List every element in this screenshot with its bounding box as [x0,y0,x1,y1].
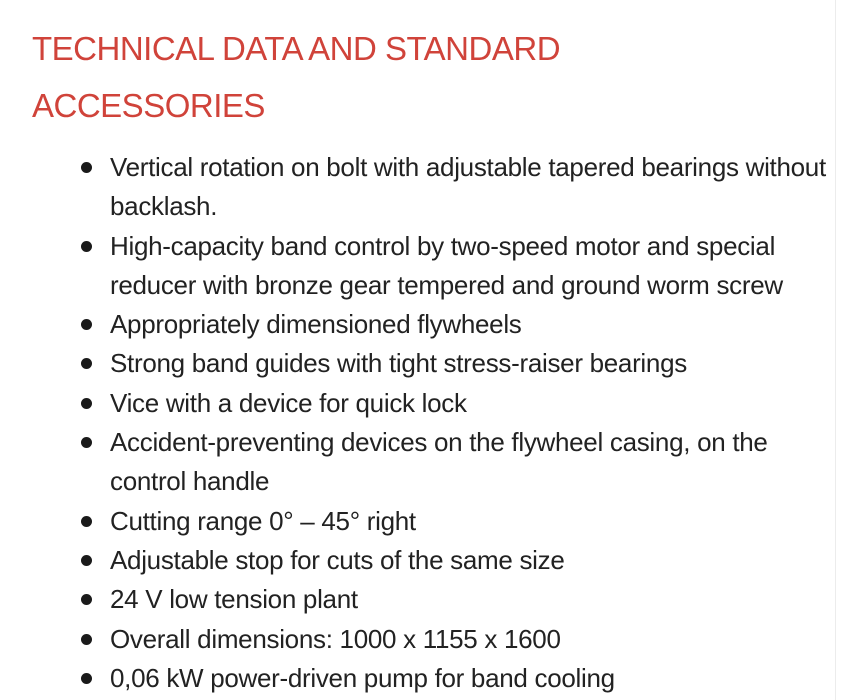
list-item [0,423,836,502]
list-item [0,541,836,580]
list-item-text: Vertical rotation on bolt with adjustable tapered bearings without backlash. [110,152,826,222]
list-item [0,344,836,383]
bullet-icon [81,398,92,409]
list-item-text: Adjustable stop for cuts of the same size [110,544,565,575]
list-item-text: Strong band guides with tight stress-raiser bearings [110,348,687,379]
list-item [0,384,836,423]
bullet-icon [81,555,92,566]
list-item [0,580,836,619]
list-item-text: Accident-preventing devices on the flywheel casing, on the control handle [110,427,768,497]
list-item-text: Overall dimensions: 1000 x 1155 x 1600 [110,623,561,654]
list-item-text: 24 V low tension plant [110,584,358,615]
list-item [0,659,836,698]
list-item [0,227,836,306]
list-item-text: 0,06 kW power-driven pump for band cooling [110,662,615,693]
list-item [0,620,836,659]
list-item [0,148,836,227]
list-item-text: Cutting range 0° – 45° right [110,505,416,536]
bullet-icon [81,594,92,605]
list-item [0,502,836,541]
accessories-list [0,148,836,698]
bullet-icon [81,241,92,252]
list-item-text: Appropriately dimensioned flywheels [110,309,522,340]
bullet-icon [81,634,92,645]
bullet-icon [81,319,92,330]
bullet-icon [81,516,92,527]
section-title: TECHNICAL DATA AND STANDARD ACCESSORIES [32,30,561,124]
list-item-text: High-capacity band control by two-speed motor and special reducer with bronze gear tempered and ground worm screw [110,230,783,300]
bullet-icon [81,358,92,369]
bullet-icon [81,673,92,684]
bullet-icon [81,162,92,173]
bullet-icon [81,437,92,448]
list-item-text: Vice with a device for quick lock [110,387,467,418]
list-item [0,305,836,344]
